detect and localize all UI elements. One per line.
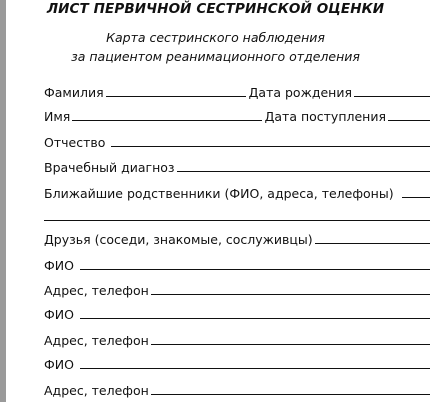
document-subtitle-line2: за пациентом реанимационного отделения — [71, 49, 360, 64]
surname-label: Фамилия — [44, 85, 104, 100]
fio-field[interactable] — [80, 318, 430, 319]
relatives-field[interactable] — [402, 197, 430, 198]
form-row-fio-1 — [44, 255, 430, 273]
form-row-relatives-continued — [44, 206, 430, 224]
fio-label: ФИО — [44, 307, 74, 322]
form-row-address-phone-2 — [44, 330, 430, 348]
patronymic-field[interactable] — [111, 146, 430, 147]
form-row-friends — [44, 229, 430, 247]
address-phone-field[interactable] — [151, 394, 430, 395]
diagnosis-label: Врачебный диагноз — [44, 160, 175, 175]
form-row-surname-birthdate — [44, 82, 430, 100]
document-subtitle-line1: Карта сестринского наблюдения — [106, 30, 325, 45]
address-phone-label: Адрес, телефон — [44, 283, 149, 298]
birth-date-label: Дата рождения — [248, 85, 352, 100]
relatives-field-continued[interactable] — [44, 220, 430, 221]
address-phone-field[interactable] — [151, 344, 430, 345]
admission-date-field[interactable] — [388, 120, 430, 121]
diagnosis-field[interactable] — [177, 171, 430, 172]
form-row-fio-3 — [44, 354, 430, 372]
first-name-label: Имя — [44, 109, 71, 124]
friends-field[interactable] — [315, 243, 430, 244]
form-row-diagnosis — [44, 157, 430, 175]
relatives-label: Ближайшие родственники (ФИО, адреса, телефоны) — [44, 186, 394, 201]
form-row-address-phone-3 — [44, 380, 430, 398]
form-row-fio-2 — [44, 304, 430, 322]
form-row-relatives — [44, 183, 430, 201]
patronymic-label: Отчество — [44, 135, 106, 150]
address-phone-label: Адрес, телефон — [44, 333, 149, 348]
admission-date-label: Дата поступления — [264, 109, 386, 124]
address-phone-field[interactable] — [151, 294, 430, 295]
form-row-address-phone-1 — [44, 280, 430, 298]
document-title: ЛИСТ ПЕРВИЧНОЙ СЕСТРИНСКОЙ ОЦЕНКИ — [46, 1, 385, 17]
first-name-field[interactable] — [72, 120, 261, 121]
surname-field[interactable] — [106, 96, 246, 97]
fio-label: ФИО — [44, 258, 74, 273]
fio-field[interactable] — [80, 269, 430, 270]
address-phone-label: Адрес, телефон — [44, 383, 149, 398]
fio-field[interactable] — [80, 368, 430, 369]
friends-label: Друзья (соседи, знакомые, сослуживцы) — [44, 232, 313, 247]
form-row-patronymic — [44, 132, 430, 150]
form-row-name-admission — [44, 106, 430, 124]
birth-date-field[interactable] — [354, 96, 430, 97]
fio-label: ФИО — [44, 357, 74, 372]
